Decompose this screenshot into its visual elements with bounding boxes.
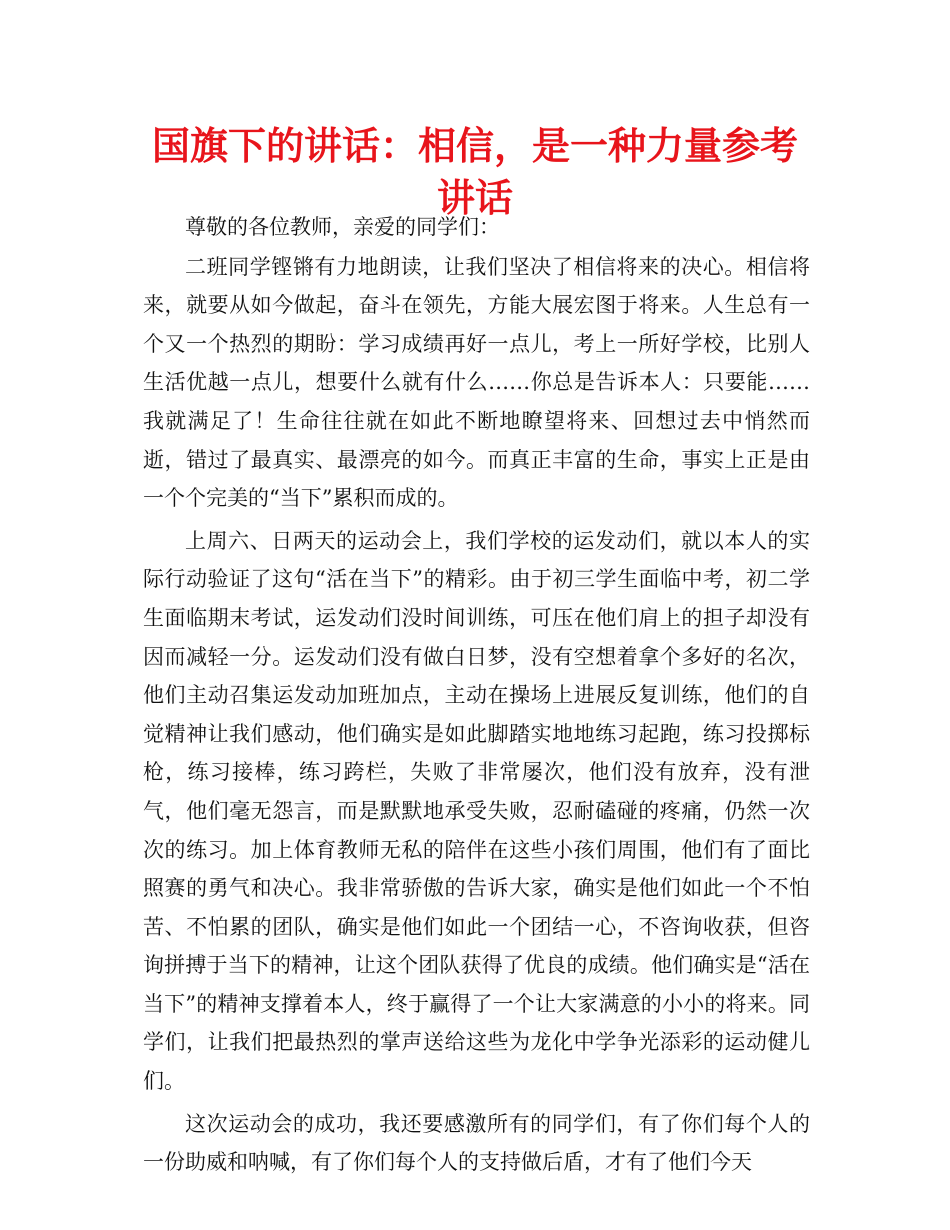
paragraph-2: 上周六、日两天的运动会上，我们学校的运发动们，就以本人的实际行动验证了这句“活在当下”的精彩。由于初三学生面临中考，初二学生面临期末考试，运发动们没时间训练，可压在他们肩上的担子却没有因而减轻一分。运发动们没有做白日梦，没有空想着拿个多好的名次，他们主动召集运发动加班加点，主动在操场上进展反复训练，他们的自觉精神让我们感动，他们确实是如此脚踏实地地练习起跑，练习投掷标枪，练习接棒，练习跨栏，失败了非常屡次，他们没有放弃，没有泄气，他们毫无怨言，而是默默地承受失败，忍耐磕碰的疼痛，仍然一次次的练习。加上体育教师无私的陪伴在这些小孩们周围，他们有了面比照赛的勇气和决心。我非常骄傲的告诉大家，确实是他们如此一个不怕苦、不怕累的团队，确实是他们如此一个团结一心，不咨询收获，但咨询拼搏于当下的精神，让这个团队获得了优良的成绩。他们确实是“活在当下”的精神支撑着本人，终于赢得了一个让大家满意的小小的将来。同学们，让我们把最热烈的掌声送给这些为龙化中学争光添彩的运动健儿们。	[143, 528, 810, 1094]
salutation: 尊敬的各位教师，亲爱的同学们：	[185, 215, 500, 239]
document-body	[143, 208, 810, 1182]
paragraph-1: 二班同学铿锵有力地朗读，让我们坚决了相信将来的决心。相信将来，就要从如今做起，奋斗在领先，方能大展宏图于将来。人生总有一个又一个热烈的期盼：学习成绩再好一点儿，考上一所好学校，比别人生活优越一点儿，想要什么就有什么……你总是告诉本人：只要能……我就满足了！生命往往就在如此不断地瞭望将来、回想过去中悄然而逝，错过了最真实、最漂亮的如今。而真正丰富的生命，事实上正是由一个个完美的“当下”累积而成的。	[143, 254, 810, 511]
document-title: 国旗下的讲话：相信，是一种力量参考讲话	[151, 124, 798, 220]
paragraph-3: 这次运动会的成功，我还要感激所有的同学们，有了你们每个人的一份助威和呐喊，有了你们每个人的支持做后盾，才有了他们今天	[143, 1111, 810, 1175]
